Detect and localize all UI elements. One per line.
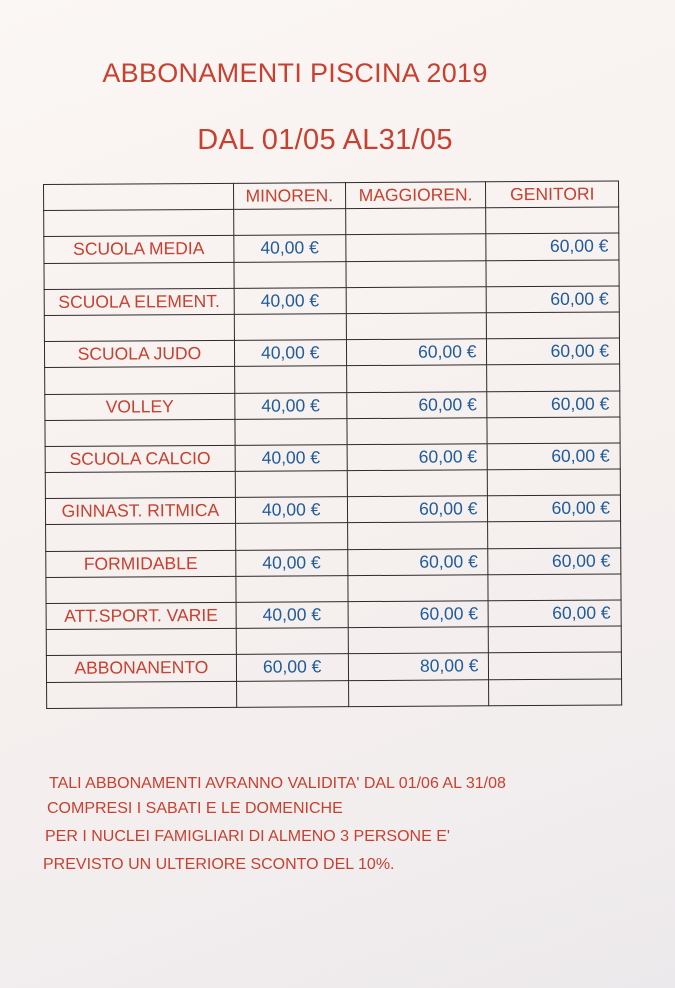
price-minoren: 40,00 € — [236, 602, 348, 629]
table-row — [45, 390, 620, 420]
row-label: SCUOLA ELEMENT. — [44, 288, 234, 315]
table-row — [46, 600, 621, 630]
row-label: VOLLEY — [45, 393, 235, 420]
spacer-row — [46, 574, 621, 604]
spacer-row — [45, 469, 620, 499]
note-line-weekends: COMPRESI I SABATI E LE DOMENICHE — [47, 800, 343, 817]
price-genitori — [489, 652, 622, 679]
spacer-row — [45, 417, 620, 447]
price-maggioren: 60,00 € — [347, 496, 488, 523]
price-table — [43, 180, 622, 708]
table-row — [46, 548, 621, 578]
price-genitori: 60,00 € — [489, 600, 622, 627]
price-genitori: 60,00 € — [487, 338, 620, 365]
spacer-row — [46, 521, 621, 551]
table-row — [45, 495, 620, 525]
price-genitori: 60,00 € — [488, 548, 621, 575]
price-genitori: 60,00 € — [487, 286, 620, 313]
spacer-row — [44, 260, 619, 290]
table-row — [44, 338, 619, 368]
price-maggioren: 60,00 € — [346, 391, 487, 418]
spacer-row — [44, 312, 619, 342]
note-line-families: PER I NUCLEI FAMIGLIARI DI ALMENO 3 PERSONE E' — [45, 828, 450, 845]
price-maggioren — [345, 234, 486, 261]
row-label: ATT.SPORT. VARIE — [46, 602, 236, 629]
spacer-row — [46, 626, 621, 656]
table-header-row — [44, 181, 619, 211]
row-label: SCUOLA JUDO — [44, 340, 234, 367]
price-genitori: 60,00 € — [487, 390, 620, 417]
row-label: SCUOLA CALCIO — [45, 445, 235, 472]
price-genitori: 60,00 € — [488, 443, 621, 470]
spacer-row — [47, 679, 622, 709]
header-cell-genitori: GENITORI — [486, 181, 619, 208]
price-maggioren: 60,00 € — [347, 444, 488, 471]
spacer-row — [45, 364, 620, 394]
price-maggioren: 60,00 € — [346, 339, 487, 366]
spacer-row — [44, 207, 619, 237]
price-genitori: 60,00 € — [488, 495, 621, 522]
row-label: GINNAST. RITMICA — [45, 498, 235, 525]
table-row — [44, 286, 619, 316]
row-label: SCUOLA MEDIA — [44, 236, 234, 263]
price-minoren: 40,00 € — [235, 497, 347, 524]
price-minoren: 40,00 € — [236, 549, 348, 576]
period-subtitle: DAL 01/05 AL31/05 — [197, 124, 453, 156]
row-label: ABBONANENTO — [46, 655, 236, 682]
note-line-discount: PREVISTO UN ULTERIORE SCONTO DEL 10%. — [43, 856, 395, 873]
price-minoren: 40,00 € — [234, 340, 346, 367]
price-maggioren: 60,00 € — [348, 601, 489, 628]
price-maggioren — [346, 287, 487, 314]
table-row — [44, 233, 619, 263]
price-maggioren: 60,00 € — [347, 548, 488, 575]
table-row — [45, 443, 620, 473]
header-cell-minoren: MINOREN. — [233, 183, 345, 210]
price-minoren: 40,00 € — [235, 392, 347, 419]
price-minoren: 40,00 € — [234, 287, 346, 314]
price-minoren: 40,00 € — [235, 445, 347, 472]
page-title: ABBONAMENTI PISCINA 2019 — [102, 58, 488, 88]
price-minoren: 60,00 € — [236, 654, 348, 681]
price-maggioren: 80,00 € — [348, 653, 489, 680]
table-row — [46, 652, 621, 682]
price-genitori: 60,00 € — [486, 233, 619, 260]
price-minoren: 40,00 € — [234, 235, 346, 262]
header-cell-empty — [44, 183, 234, 210]
note-line-validity: TALI ABBONAMENTI AVRANNO VALIDITA' DAL 01/06 AL 31/08 — [49, 775, 506, 792]
header-cell-maggioren: MAGGIOREN. — [345, 182, 486, 209]
row-label: FORMIDABLE — [46, 550, 236, 577]
